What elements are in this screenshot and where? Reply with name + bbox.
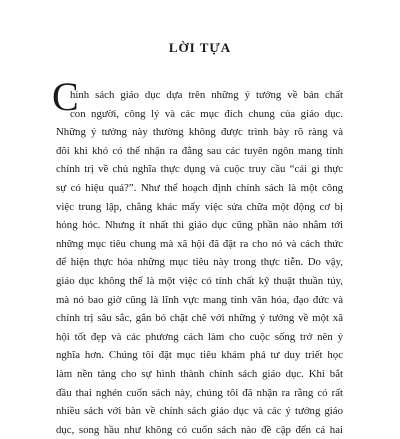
text-line: nghĩa hơn. Chúng tôi đặt mục tiêu khám phá tư duy triết học bbox=[56, 349, 343, 362]
text-line: những mục tiêu chung mà xã hội đã đặt ra cho nó và cách thức bbox=[56, 237, 343, 250]
text-line: sự có hiệu quả?”. Như thể hoạch định chính sách là một công bbox=[56, 181, 343, 194]
text-line: hính sách giáo dục dựa trên những ý tưởng về bản chất bbox=[70, 89, 343, 101]
text-line: Những ý tưởng này thường không được trình bày rõ ràng và bbox=[56, 126, 343, 139]
text-line: đôi khi khó có thể nhận ra đằng sau các tuyên ngôn mang tính bbox=[56, 144, 343, 157]
drop-cap-letter: C bbox=[52, 74, 79, 119]
text-line: hội tốt đẹp và các phương cách làm cho cuộc sống trở nên ý bbox=[56, 330, 343, 343]
text-line: chính trị về chủ nghĩa thực dụng và cuộc truy cầu “cái gì thực bbox=[56, 163, 343, 176]
text-line: đầu thai nghén cuốn sách này, chúng tôi đã nhận ra rằng có rất bbox=[56, 386, 343, 399]
text-line: dục, song hầu như không có cuốn sách nào đề cập đến cả hai bbox=[56, 423, 343, 436]
text-line: nhiều sách với bàn về chính sách giáo dục và các ý tưởng giáo bbox=[56, 405, 343, 418]
text-line: mà nó bao giờ cũng là lĩnh vực mang tính văn hóa, đạo đức và bbox=[56, 293, 343, 306]
text-line: hỏng hóc. Nhưng ít nhất thì giáo dục cũng phần nào nhằm tới bbox=[56, 219, 343, 232]
text-line: việc trung lập, chẳng khác mấy việc sửa chữa một động cơ bị bbox=[56, 200, 343, 213]
text-line: chính trị sâu sắc, gắn bó chặt chẽ với những ý tưởng về một xã bbox=[56, 312, 343, 325]
preface-body bbox=[52, 74, 343, 439]
page-title: LỜI TỰA bbox=[168, 40, 232, 55]
text-line: con người, công lý và các mục đích chung của giáo dục. bbox=[70, 107, 343, 120]
text-line: giáo dục không thể là một việc có tính chất kỹ thuật thuần túy, bbox=[56, 274, 343, 287]
text-line: để hiện thực hóa những mục tiêu này trong thực tiễn. Do vậy, bbox=[56, 256, 343, 269]
text-line: làm nền tảng cho sự hình thành chính sách giáo dục. Khi bắt bbox=[56, 367, 343, 380]
